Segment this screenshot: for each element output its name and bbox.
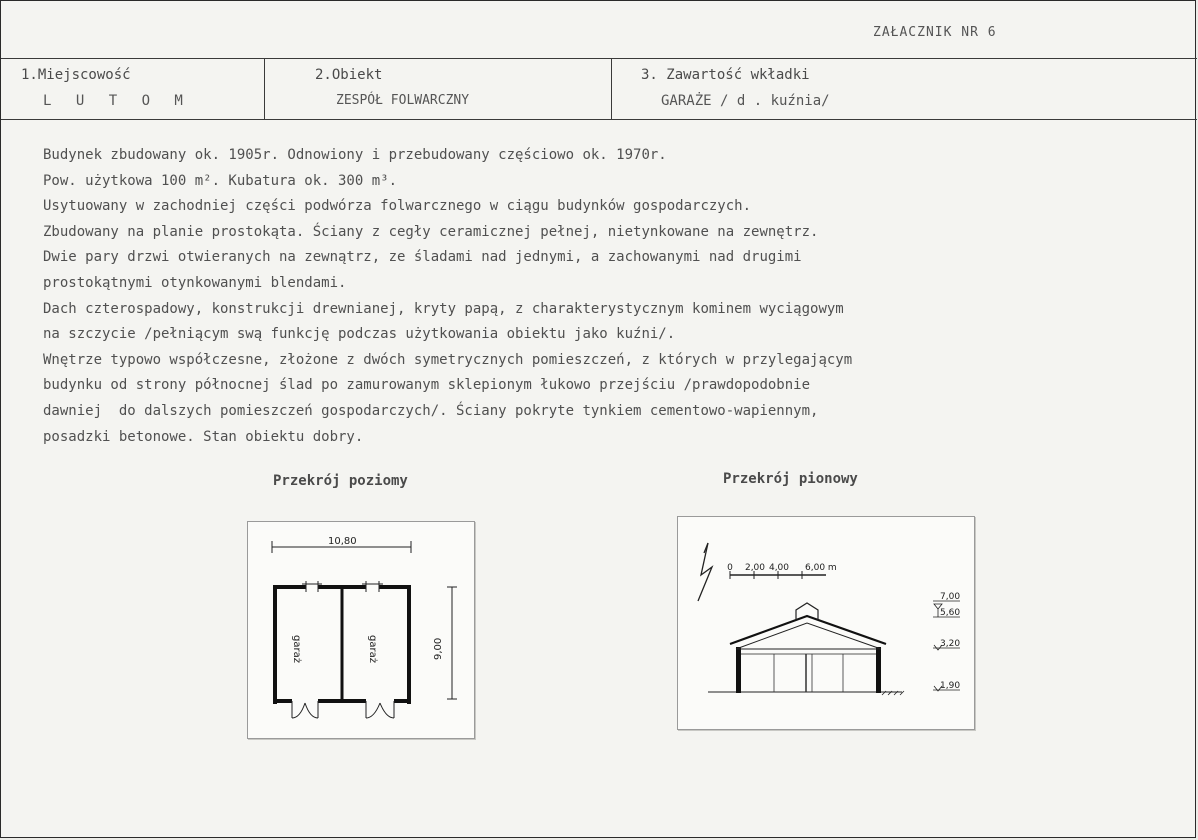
plan-title: Przekrój poziomy bbox=[273, 473, 408, 489]
scale-label-0: 0 bbox=[727, 563, 733, 573]
description-line: Wnętrze typowo współczesne, złożone z dwóch symetrycznych pomieszczeń, z których w przylegającym bbox=[43, 351, 853, 368]
level-label-2: 3,20 bbox=[940, 639, 961, 649]
location-label: 1.Miejscowość bbox=[21, 67, 131, 83]
description-line: Zbudowany na planie prostokąta. Ściany z cegły ceramicznej pełnej, nietynkowane na zewnętrz. bbox=[43, 223, 819, 240]
header-divider-1 bbox=[264, 59, 265, 119]
room-label-right: garaż bbox=[367, 635, 378, 663]
annex-number: ZAŁACZNIK NR 6 bbox=[873, 25, 997, 40]
plan-width-dim: 10,80 bbox=[328, 536, 357, 547]
room-label-left: garaż bbox=[291, 635, 302, 663]
description-line: Usytuowany w zachodniej części podwórza folwarcznego w ciągu budynków gospodarczych. bbox=[43, 198, 752, 215]
header-divider-2 bbox=[611, 59, 612, 119]
description-line: Dach czterospadowy, konstrukcji drewnianej, kryty papą, z charakterystycznym kominem wyciągowym bbox=[43, 300, 844, 317]
description-line: Pow. użytkowa 100 m². Kubatura ok. 300 m³. bbox=[43, 172, 398, 189]
level-label-1: 5,60 bbox=[940, 608, 961, 618]
level-label-3: 1,90 bbox=[940, 681, 961, 691]
description-line: budynku od strony północnej ślad po zamurowanym sklepionym łukowo przejściu /prawdopodobnie bbox=[43, 377, 811, 394]
section-drawing bbox=[677, 516, 975, 730]
contents-label: 3. Zawartość wkładki bbox=[641, 67, 810, 83]
level-markers bbox=[933, 592, 960, 691]
scale-label-3: 6,00 m bbox=[805, 563, 837, 573]
section-title: Przekrój pionowy bbox=[723, 471, 858, 487]
floor-plan-drawing bbox=[247, 521, 475, 739]
description-line: Dwie pary drzwi otwieranych na zewnątrz, ze śladami nad jednymi, a zachowanymi nad drugimi bbox=[43, 249, 802, 266]
description-line: prostokątnymi otynkowanymi blendami. bbox=[43, 274, 347, 291]
object-label: 2.Obiekt bbox=[315, 67, 383, 83]
scale-label-1: 2,00 bbox=[744, 563, 766, 573]
description-line: dawniej do dalszych pomieszczeń gospodarczych/. Ściany pokryte tynkiem cementowo-wapiennym, bbox=[43, 402, 819, 419]
section-svg bbox=[678, 517, 974, 729]
description-line: posadzki betonowe. Stan obiektu dobry. bbox=[43, 428, 364, 445]
header-top-rule bbox=[1, 58, 1197, 59]
level-label-0: 7,00 bbox=[940, 592, 961, 602]
floor-plan-svg bbox=[248, 522, 474, 738]
header-bottom-rule bbox=[1, 119, 1197, 120]
description-line: na szczycie /pełniącym swą funkcję podczas użytkowania obiektu jako kuźni/. bbox=[43, 326, 676, 343]
location-value: L U T O M bbox=[43, 93, 191, 109]
description-text bbox=[43, 143, 1163, 450]
object-value: ZESPÓŁ FOLWARCZNY bbox=[336, 93, 470, 108]
contents-value: GARAŻE / d . kuźnia/ bbox=[661, 93, 830, 109]
plan-depth-dim: 9,00 bbox=[433, 637, 444, 660]
scale-label-2: 4,00 bbox=[768, 563, 790, 573]
description-line: Budynek zbudowany ok. 1905r. Odnowiony i przebudowany częściowo ok. 1970r. bbox=[43, 147, 667, 163]
